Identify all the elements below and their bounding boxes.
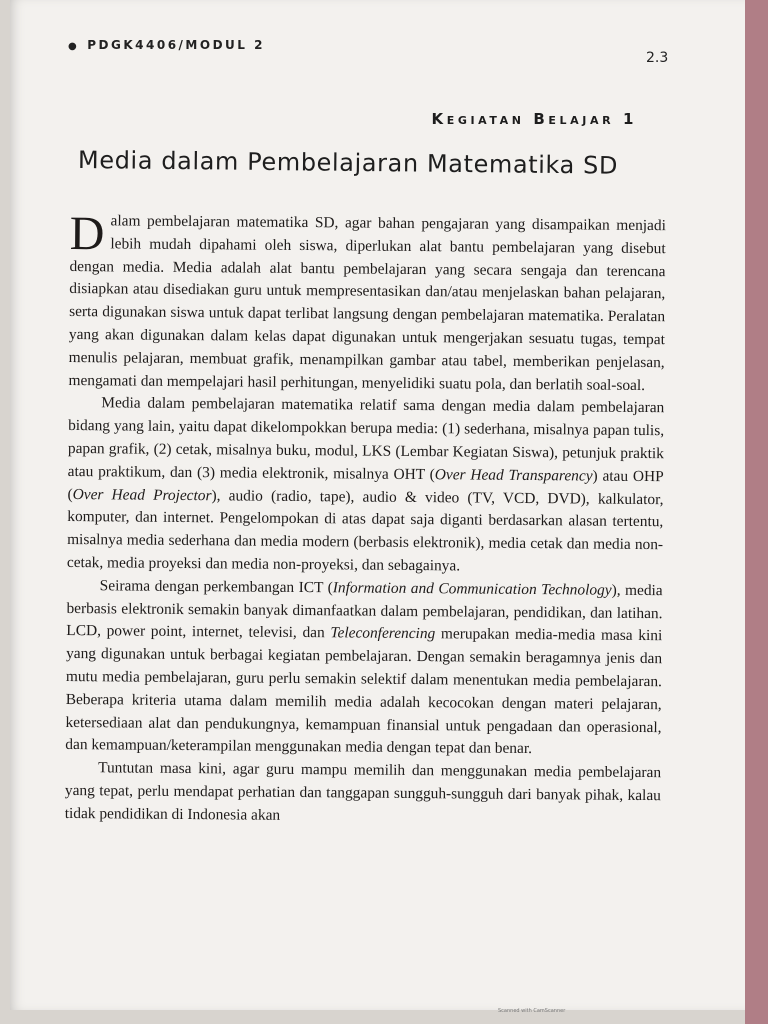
activity-label: Kegiatan Belajar 1 (431, 110, 637, 128)
module-code: PDGK4406/MODUL 2 (87, 38, 265, 52)
paragraph-3-text-b: ), media berbasis elektronik semakin banyak dimanfaatkan dalam pembelajaran, pendidikan, dan latihan. LCD, power point, internet, televisi, dan (66, 581, 663, 642)
paragraph-2-text-a: Media dalam pembelajaran matematika relatif sama dengan media dalam pembelajaran bidang yang lain, yaitu dapat dikelompokkan berupa media: (1) sederhana, misalnya papan tulis, papan grafik, (2) cetak, misalnya buku, modul, LKS (Lembar Kegiatan Siswa), petunjuk praktik atau praktikum, dan (3) media elektronik, misalnya OHT ( (67, 394, 665, 483)
paragraph-2-text-b: ) atau OHP ( (67, 467, 664, 503)
paragraph-3-text-c: merupakan media-media masa kini yang digunakan untuk berbagai kegiatan pembelajaran. Dengan semakin beragamnya jenis dan mutu media pembelajaran, guru perlu semakin selektif dalam menentukan media pembelajaran. Beberapa kriteria utama dalam memilih media adalah kecocokan dengan materi pelajaran, ketersediaan alat dan pendukungnya, kemampuan finansial untuk pengadaan dan operasional, dan kemampuan/keterampilan menggunakan media dengan tepat dan benar. (65, 625, 663, 758)
bullet-icon: ● (68, 41, 80, 52)
page-title: Media dalam Pembelajaran Matematika SD (77, 146, 619, 180)
paragraph-3-italic-2: Teleconferencing (330, 624, 436, 643)
paragraph-2 (67, 392, 665, 580)
paragraph-3-text-a: Seirama dengan perkembangan ICT ( (99, 577, 333, 597)
running-header (68, 38, 265, 52)
paragraph-2-italic-1: Over Head Transparency (434, 465, 593, 485)
book-page (10, 0, 745, 1010)
scanner-watermark: Scanned with CamScanner (498, 1008, 566, 1014)
paragraph-3 (65, 575, 663, 763)
paragraph-1 (68, 207, 666, 398)
drop-cap: D (69, 207, 105, 261)
paragraph-3-italic-1: Information and Communication Technology (332, 579, 612, 599)
paragraph-4 (65, 757, 662, 831)
paragraph-1-text: alam pembelajaran matematika SD, agar bahan pengajaran yang disampaikan menjadi lebih mudah dipahami oleh siswa, diperlukan alat bantu pembelajaran yang disebut dengan media. Media adalah alat bantu pembelajaran yang secara sengaja dan terencana disiapkan atau disediakan guru untuk mempresentasikan dan/atau menjelaskan bahan pelajaran, serta digunakan siswa untuk dapat terlibat langsung dengan pembelajaran matematika. Peralatan yang akan digunakan dalam kelas dapat digunakan untuk mengerjakan sesuatu tugas, tempat menulis pelajaran, membuat grafik, menampilkan gambar atau tabel, memberikan penjelasan, mengamati dan mempelajari hasil perhitungan, menyelidiki suatu pola, dan berlatih soal-soal. (68, 212, 666, 394)
body-text (64, 207, 666, 831)
paragraph-2-italic-2: Over Head Projector (72, 485, 212, 504)
paragraph-4-text: Tuntutan masa kini, agar guru mampu memilih dan menggunakan media pembelajaran yang tepat, perlu mendapat perhatian dan tanggapan sungguh-sungguh dari banyak pihak, kalau tidak pendidikan di Indonesia akan (64, 759, 662, 824)
page-edge (745, 0, 768, 1024)
paragraph-2-text-c: ), audio (radio, tape), audio & video (TV, VCD, DVD), kalkulator, komputer, dan internet. Pengelompokan di atas dapat saja diganti berdasarkan alasan tertentu, misalnya media sederhana dan media modern (berbasis elektronik), media cetak dan media non-cetak, media proyeksi dan media non-proyeksi, dan sebagainya. (66, 486, 664, 575)
page-number: 2.3 (646, 50, 669, 66)
